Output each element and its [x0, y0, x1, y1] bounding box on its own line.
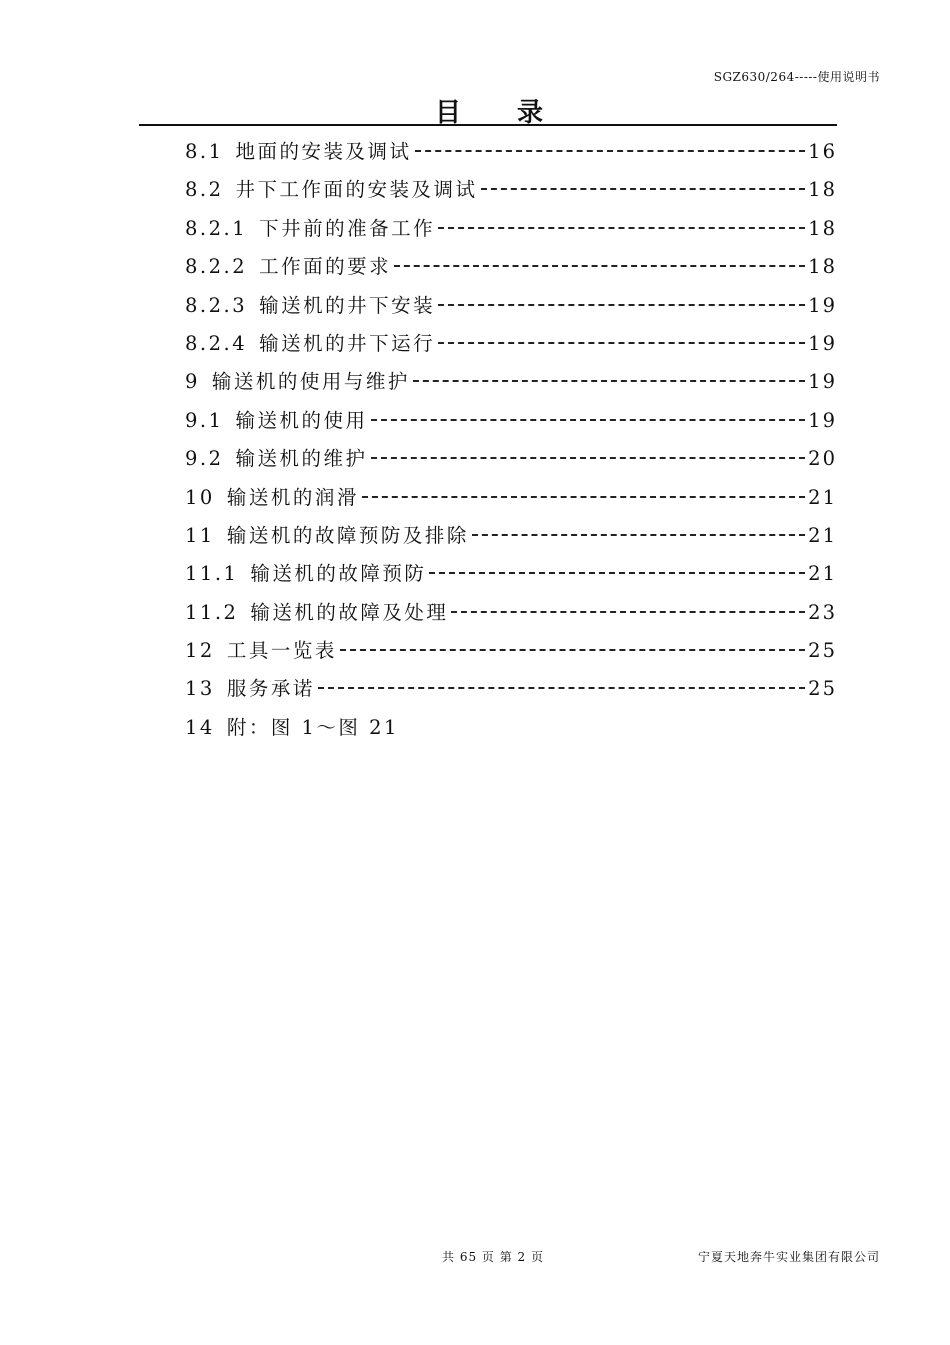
toc-leader — [394, 265, 805, 267]
toc-entry[interactable] — [185, 520, 837, 558]
footer-company: 宁夏天地奔牛实业集团有限公司 — [697, 1250, 880, 1264]
toc-leader — [362, 496, 805, 498]
toc-leader — [318, 687, 805, 689]
toc-list — [185, 136, 837, 750]
toc-number: 14 — [185, 715, 215, 739]
toc-leader — [340, 649, 805, 651]
toc-entry[interactable] — [185, 366, 837, 404]
toc-page: 18 — [808, 255, 837, 279]
toc-page: 19 — [808, 331, 837, 355]
toc-number: 9 — [185, 370, 200, 394]
toc-text: 输送机的润滑 — [226, 485, 359, 509]
toc-page: 19 — [808, 293, 837, 317]
toc-page: 18 — [808, 216, 837, 240]
toc-page: 19 — [808, 370, 837, 394]
toc-page: 25 — [808, 639, 837, 663]
toc-text: 下井前的准备工作 — [259, 216, 436, 240]
toc-page: 21 — [808, 562, 837, 586]
toc-text: 地面的安装及调试 — [235, 140, 412, 163]
toc-entry[interactable] — [185, 558, 837, 596]
toc-text: 工作面的要求 — [259, 255, 392, 279]
toc-text: 输送机的使用与维护 — [211, 370, 410, 394]
toc-entry[interactable] — [185, 443, 837, 481]
toc-leader — [413, 380, 805, 382]
toc-text: 输送机的故障预防 — [250, 562, 427, 586]
toc-page: 20 — [808, 447, 837, 471]
toc-leader — [429, 572, 805, 574]
title-part-1: 目 — [434, 98, 463, 128]
toc-entry[interactable] — [185, 482, 837, 520]
toc-entry[interactable] — [185, 213, 837, 251]
toc-entry[interactable] — [185, 405, 837, 443]
toc-text: 输送机的井下安装 — [259, 293, 436, 317]
toc-leader — [472, 534, 805, 536]
toc-entry[interactable] — [185, 251, 837, 289]
toc-number: 11.1 — [185, 562, 239, 586]
toc-page: 21 — [808, 485, 837, 509]
title-part-2: 录 — [517, 98, 546, 128]
toc-number: 8.2 — [185, 178, 224, 202]
toc-page: 21 — [808, 523, 837, 547]
toc-number: 9.1 — [185, 408, 224, 432]
toc-entry[interactable] — [185, 635, 837, 673]
toc-entry[interactable] — [185, 174, 837, 212]
toc-leader — [438, 342, 805, 344]
toc-leader — [438, 304, 805, 306]
toc-number: 8.1 — [185, 140, 224, 163]
toc-page: 19 — [808, 408, 837, 432]
toc-page: 23 — [808, 600, 837, 624]
page-header-doc-ref: SGZ630/264-----使用说明书 — [713, 70, 880, 84]
toc-page: 16 — [808, 140, 837, 163]
toc-leader — [371, 419, 806, 421]
toc-leader — [415, 150, 806, 152]
toc-number: 11.2 — [185, 600, 239, 624]
toc-leader — [481, 188, 806, 190]
toc-number: 8.2.3 — [185, 293, 248, 317]
toc-entry[interactable] — [185, 597, 837, 635]
toc-entry[interactable] — [185, 136, 837, 174]
toc-text: 服务承诺 — [226, 677, 315, 701]
toc-text: 输送机的故障预防及排除 — [226, 523, 469, 547]
toc-text: 工具一览表 — [226, 639, 337, 663]
toc-text: 输送机的使用 — [235, 408, 368, 432]
toc-text: 附：图 1～图 21 — [226, 715, 399, 739]
toc-number: 8.2.1 — [185, 216, 248, 240]
toc-text: 井下工作面的安装及调试 — [235, 178, 478, 202]
toc-entry[interactable] — [185, 290, 837, 328]
toc-leader — [451, 611, 805, 613]
toc-leader — [438, 227, 805, 229]
toc-page: 25 — [808, 677, 837, 701]
toc-number: 11 — [185, 523, 215, 547]
toc-number: 8.2.4 — [185, 331, 248, 355]
toc-number: 10 — [185, 485, 215, 509]
toc-number: 9.2 — [185, 447, 224, 471]
toc-text: 输送机的故障及处理 — [250, 600, 449, 624]
toc-page: 18 — [808, 178, 837, 202]
toc-text: 输送机的维护 — [235, 447, 368, 471]
toc-number: 12 — [185, 639, 215, 663]
toc-number: 8.2.2 — [185, 255, 248, 279]
footer-page-info: 共 65 页 第 2 页 — [442, 1250, 544, 1264]
toc-entry[interactable] — [185, 673, 837, 711]
title-rule — [139, 124, 837, 126]
toc-number: 13 — [185, 677, 215, 701]
toc-leader — [371, 457, 806, 459]
toc-text: 输送机的井下运行 — [259, 331, 436, 355]
toc-entry[interactable] — [185, 328, 837, 366]
toc-entry-appendix[interactable] — [185, 712, 837, 750]
